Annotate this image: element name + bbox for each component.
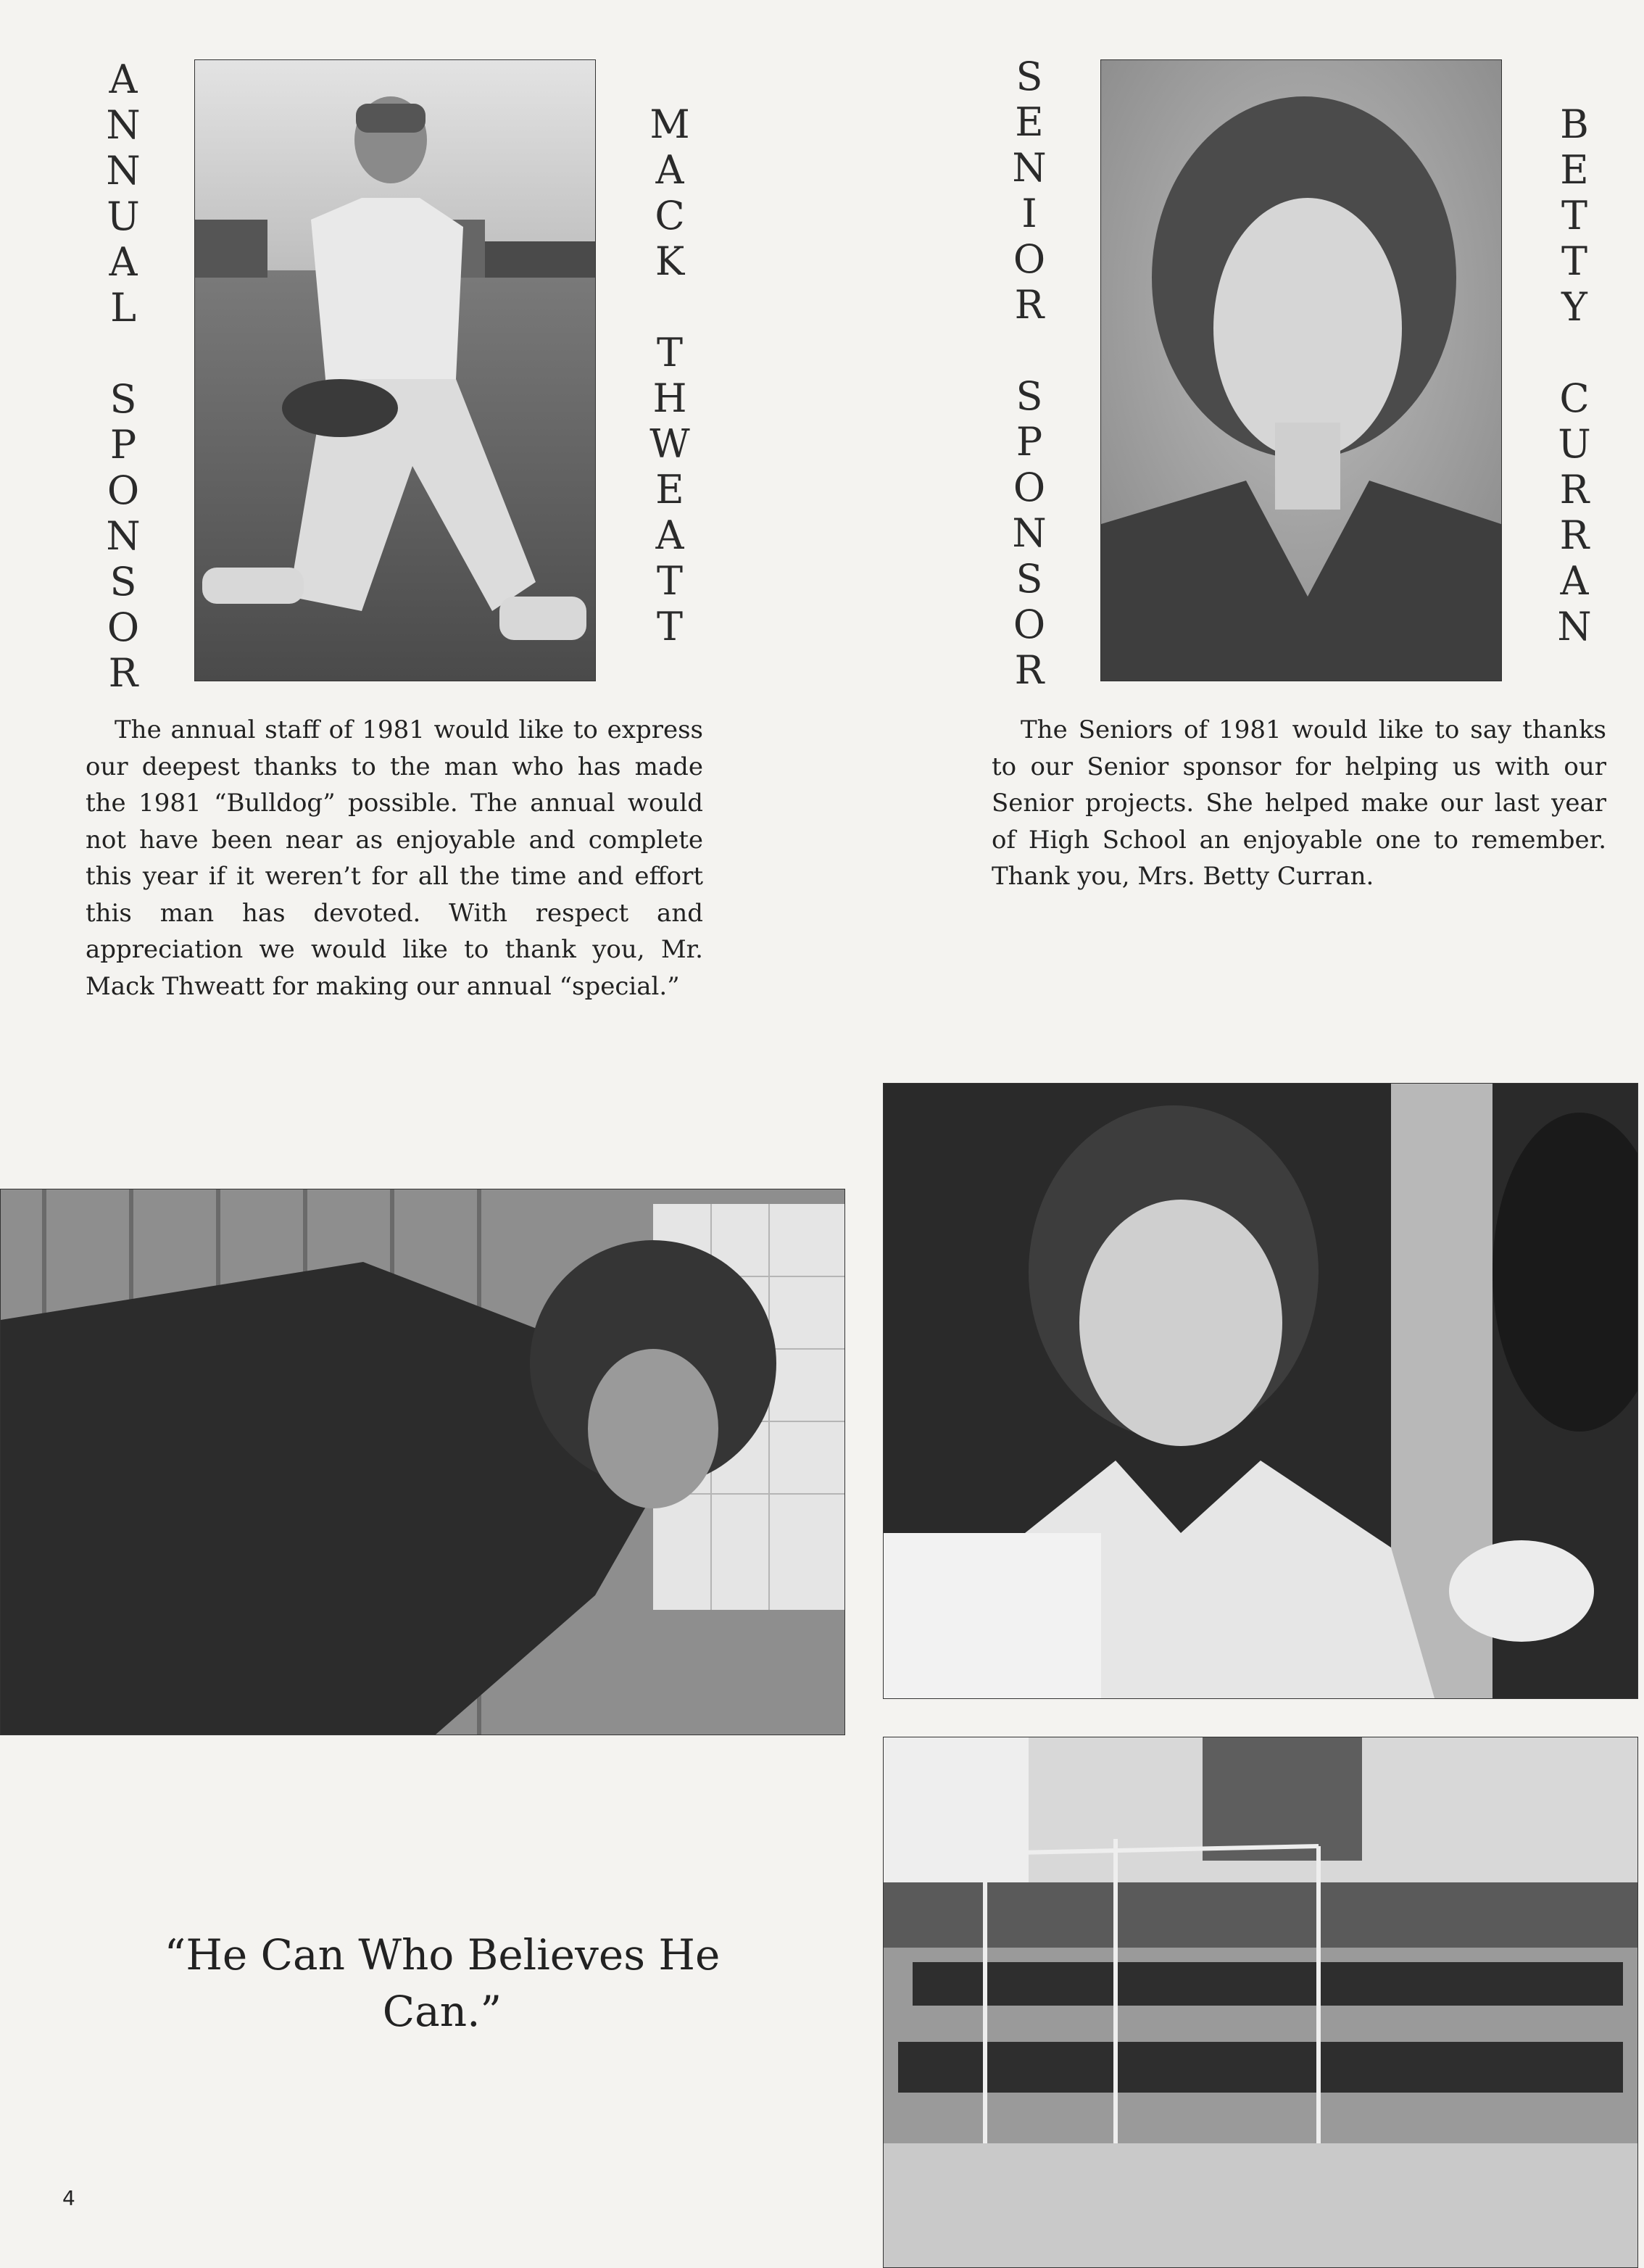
annual-sponsor-letter: P xyxy=(109,422,137,468)
mack-thweatt-letter: M xyxy=(649,101,690,147)
annual-sponsor-letter: R xyxy=(108,650,138,696)
betty-curran-candid-photo xyxy=(883,1083,1638,1699)
betty-curran-vertical-name xyxy=(1557,101,1592,649)
annual-sponsor-letter: N xyxy=(106,102,141,148)
betty-curran-letter: B xyxy=(1560,101,1589,147)
senior-sponsor-vertical-label xyxy=(1012,54,1047,693)
motto-quote: “He Can Who Believes He Can.” xyxy=(164,1930,721,2036)
annual-sponsor-caption-text: The annual staff of 1981 would like to express our deepest thanks to the man who has made the 1981 “Bulldog” possible. The annual would not have been near as enjoyable and complete this year if it weren’t for all the time and effort this man has devoted. With respect and appreciation we would like to thank you, Mr. Mack Thweatt for making our annual “special.” xyxy=(86,715,703,1001)
annual-sponsor-letter: S xyxy=(109,376,137,422)
mack-thweatt-letter: C xyxy=(655,193,685,238)
annual-sponsor-letter: N xyxy=(106,148,141,194)
betty-curran-letter: T xyxy=(1561,238,1588,284)
betty-curran-letter: Y xyxy=(1561,284,1587,330)
annual-sponsor-letter: A xyxy=(109,57,138,102)
annual-sponsor-letter: A xyxy=(109,239,138,285)
man-on-phone-photo xyxy=(0,1189,845,1735)
mack-thweatt-letter: E xyxy=(655,467,684,512)
annual-sponsor-vertical-label xyxy=(106,57,141,696)
mack-thweatt-letter: A xyxy=(655,512,684,558)
betty-curran-photo xyxy=(1100,59,1502,681)
mack-thweatt-photo xyxy=(194,59,596,681)
betty-curran-letter: A xyxy=(1560,558,1589,604)
annual-sponsor-letter: N xyxy=(106,513,141,559)
senior-sponsor-letter: R xyxy=(1014,647,1045,693)
betty-curran-letter: E xyxy=(1560,147,1589,193)
betty-curran-letter: R xyxy=(1559,512,1590,558)
annual-sponsor-letter: L xyxy=(110,285,136,331)
senior-sponsor-letter: S xyxy=(1016,373,1043,419)
mack-thweatt-letter: T xyxy=(656,330,684,375)
senior-sponsor-letter: O xyxy=(1013,236,1046,282)
betty-curran-letter: N xyxy=(1557,604,1592,649)
mack-thweatt-letter: K xyxy=(655,238,685,284)
betty-curran-letter: C xyxy=(1559,375,1590,421)
senior-sponsor-letter: S xyxy=(1016,556,1043,602)
mack-thweatt-vertical-name xyxy=(649,101,690,649)
mack-thweatt-letter: A xyxy=(655,147,684,193)
senior-sponsor-letter: S xyxy=(1016,54,1043,99)
mack-thweatt-letter: W xyxy=(649,421,690,467)
mack-thweatt-letter: H xyxy=(652,375,687,421)
betty-curran-letter: T xyxy=(1561,193,1588,238)
senior-sponsor-letter: N xyxy=(1012,145,1047,191)
science-lab-photo xyxy=(883,1737,1638,2268)
senior-sponsor-letter: I xyxy=(1021,191,1037,236)
annual-sponsor-letter: O xyxy=(107,605,140,650)
annual-sponsor-caption xyxy=(86,712,703,1005)
betty-curran-letter: U xyxy=(1558,421,1591,467)
annual-sponsor-letter: O xyxy=(107,468,140,513)
senior-sponsor-caption-text: The Seniors of 1981 would like to say thanks to our Senior sponsor for helping us with our Senior projects. She helped make our last year of High School an enjoyable one to remember. Thank you, Mrs. Betty Curran. xyxy=(992,715,1606,891)
senior-sponsor-caption xyxy=(992,712,1606,895)
senior-sponsor-letter: O xyxy=(1013,465,1046,510)
senior-sponsor-letter: P xyxy=(1016,419,1043,465)
mack-thweatt-letter: T xyxy=(656,558,684,604)
page-number: 4 xyxy=(62,2186,75,2210)
senior-sponsor-letter: O xyxy=(1013,602,1046,647)
senior-sponsor-letter: E xyxy=(1015,99,1044,145)
mack-thweatt-letter: T xyxy=(656,604,684,649)
annual-sponsor-letter: U xyxy=(107,194,140,239)
annual-sponsor-letter: S xyxy=(109,559,137,605)
senior-sponsor-letter: N xyxy=(1012,510,1047,556)
betty-curran-letter: R xyxy=(1559,467,1590,512)
senior-sponsor-letter: R xyxy=(1014,282,1045,328)
